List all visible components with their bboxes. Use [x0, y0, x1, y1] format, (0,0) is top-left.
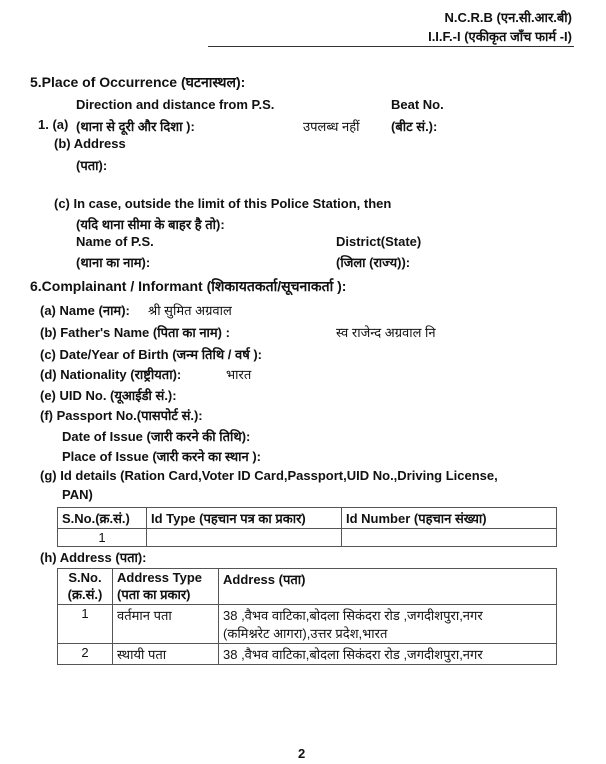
father-name-label: (b) Father's Name (पिता का नाम) : [40, 325, 230, 340]
address-section-label: (h) Address (पता): [40, 550, 147, 565]
beat-label-hi: (बीट सं.): [391, 119, 438, 134]
header-form-name: I.I.F.-I (एकीकृत जाँच फार्म -I) [428, 29, 572, 44]
address-header-type-hi: (पता का प्रकार) [117, 587, 191, 602]
address-table-header-row [58, 569, 557, 605]
beat-label-en: Beat No. [391, 97, 444, 112]
dob-label: (c) Date/Year of Birth (जन्म तिथि / वर्ष ): [40, 347, 262, 362]
id-details-label: (g) Id details (Ration Card,Voter ID Card,Passport,UID No.,Driving License, [40, 468, 498, 483]
item-a-prefix: 1. (a) [38, 117, 69, 132]
outside-limit-label-hi: (यदि थाना सीमा के बाहर है तो): [76, 217, 225, 232]
passport-label: (f) Passport No.(पासपोर्ट सं.): [40, 408, 203, 423]
address-row2-line1: 38 ,वैभव वाटिका,बोदला सिकंदरा रोड ,जगदीशपुरा,नगर [223, 647, 483, 662]
id-table-cell-type [147, 529, 342, 547]
name-label: (a) Name (नाम): [40, 303, 130, 318]
direction-label-en: Direction and distance from P.S. [76, 97, 275, 112]
nationality-label: (d) Nationality (राष्ट्रीयता): [40, 367, 182, 382]
id-table-cell-number [342, 529, 557, 547]
issue-place-label: Place of Issue (जारी करने का स्थान ): [62, 449, 262, 464]
page-number: 2 [298, 746, 306, 761]
table-row [58, 644, 557, 665]
address-row2-address [219, 644, 557, 665]
direction-label-hi: (थाना से दूरी और दिशा ): [76, 119, 195, 134]
id-details-table [57, 507, 557, 547]
address-table-header-type [113, 569, 219, 605]
address-row2-type: स्थायी पता [113, 644, 219, 665]
address-row1-type: वर्तमान पता [113, 605, 219, 644]
address-row1-address [219, 605, 557, 644]
address-table-header-address: Address (पता) [219, 569, 557, 605]
id-table-header-sno: S.No.(क्र.सं.) [58, 508, 147, 529]
address-header-type-en: Address Type [117, 570, 203, 585]
id-table-header-type: Id Type (पहचान पत्र का प्रकार) [147, 508, 342, 529]
id-table-header-row [58, 508, 557, 529]
address-row2-sno: 2 [58, 644, 113, 665]
id-table-header-number: Id Number (पहचान संख्या) [342, 508, 557, 529]
header-rule [208, 46, 574, 47]
ps-name-label-hi: (थाना का नाम): [76, 255, 151, 270]
district-label-hi: (जिला (राज्य)): [336, 255, 411, 270]
ps-name-label-en: Name of P.S. [76, 234, 154, 249]
table-row [58, 529, 557, 547]
issue-date-label: Date of Issue (जारी करने की तिथि): [62, 429, 251, 444]
address-header-sno-hi: (क्र.सं.) [67, 587, 103, 602]
section5-title: 5.Place of Occurrence (घटनास्थल): [30, 74, 246, 90]
id-table-cell-sno: 1 [58, 529, 147, 547]
address-row1-line1: 38 ,वैभव वाटिका,बोदला सिकंदरा रोड ,जगदीशपुरा,नगर [223, 608, 483, 623]
address-header-sno-en: S.No. [68, 570, 102, 585]
address-row1-sno: 1 [58, 605, 113, 644]
address-table [57, 568, 557, 665]
name-value: श्री सुमित अग्रवाल [148, 303, 232, 318]
district-label-en: District(State) [336, 234, 422, 249]
id-details-label-cont: PAN) [62, 487, 93, 502]
header-ncrb: N.C.R.B (एन.सी.आर.बी) [444, 10, 572, 25]
uid-label: (e) UID No. (यूआईडी सं.): [40, 388, 177, 403]
section6-title: 6.Complainant / Informant (शिकायतकर्ता/सूचनाकर्ता ): [30, 278, 347, 294]
address-label-hi: (पता): [76, 158, 108, 173]
address-table-header-sno [58, 569, 113, 605]
father-name-value: स्व राजेन्द अग्रवाल नि [336, 325, 436, 340]
address-row1-line2: (कमिश्नरेट आगरा),उत्तर प्रदेश,भारत [223, 626, 388, 641]
direction-value: उपलब्ध नहीं [303, 119, 360, 134]
nationality-value: भारत [226, 367, 252, 382]
address-label-en: (b) Address [54, 136, 126, 151]
outside-limit-label-en: (c) In case, outside the limit of this Police Station, then [54, 196, 392, 211]
table-row [58, 605, 557, 644]
